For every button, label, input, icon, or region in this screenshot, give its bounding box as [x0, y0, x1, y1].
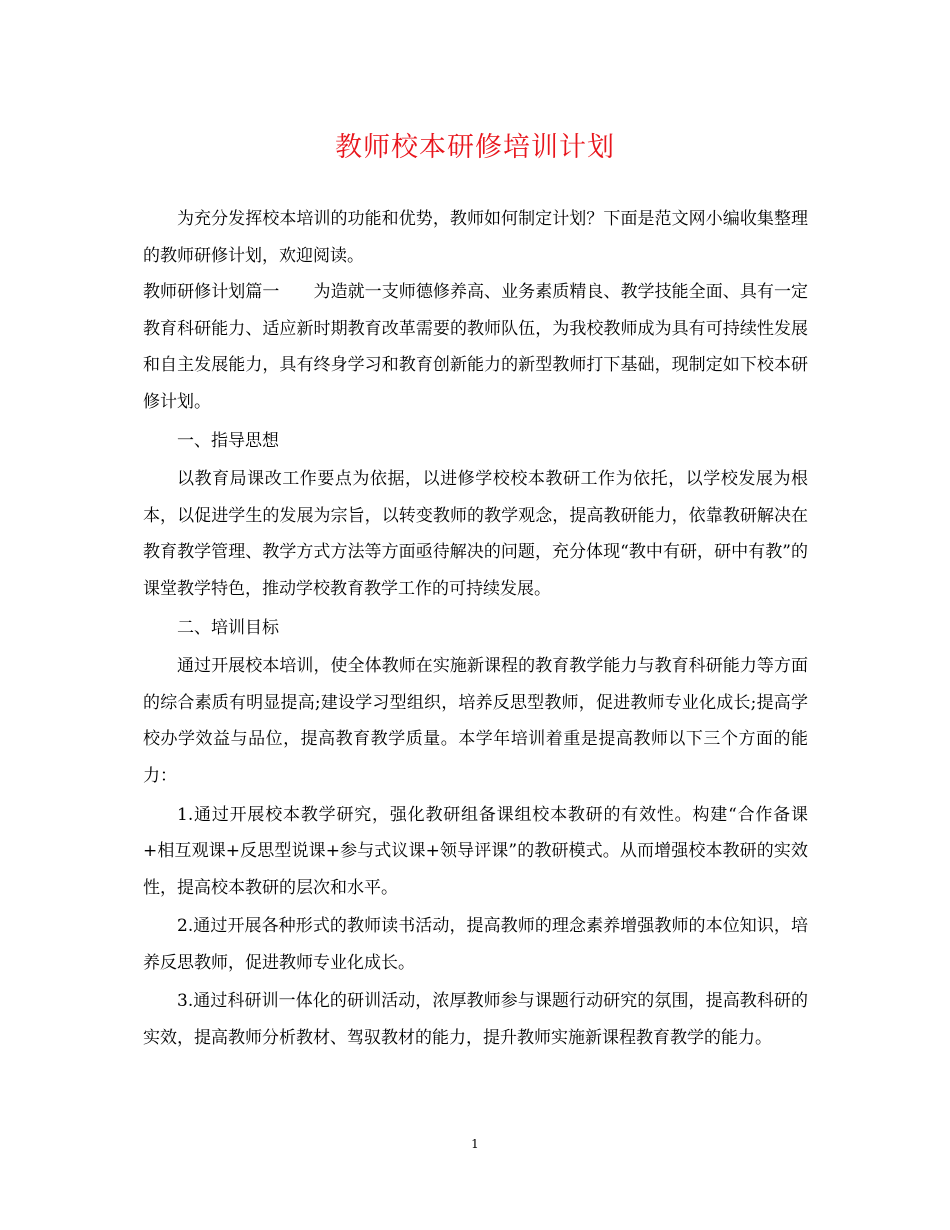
- section-heading-guiding-ideology: 一、指导思想: [177, 430, 279, 451]
- training-goals-paragraph: 通过开展校本培训，使全体教师在实施新课程的教育教学能力与教育科研能力等方面的综合素质有明显提高;建设学习型组织，培养反思型教师，促进教师专业化成长;提高学校办学效益与品位，提高教育教学质量。本学年培训着重是提高教师以下三个方面的能力：: [143, 656, 808, 786]
- guiding-ideology-paragraph: 以教育局课改工作要点为依据，以进修学校校本教研工作为依托，以学校发展为根本，以促进学生的发展为宗旨，以转变教师的教学观念，提高教研能力，依靠教研解决在教育教学管理、教学方式方法等方面亟待解决的问题，充分体现“教中有研，研中有教”的课堂教学特色，推动学校教育教学工作的可持续发展。: [143, 469, 808, 599]
- goal-item-3: 3.通过科研训一体化的研训活动，浓厚教师参与课题行动研究的氛围，提高教科研的实效，提高教师分析教材、驾驭教材的能力，提升教师实施新课程教育教学的能力。: [143, 991, 808, 1049]
- page-number: 1: [471, 1137, 479, 1151]
- goal-item-2: 2.通过开展各种形式的教师读书活动，提高教师的理念素养增强教师的本位知识，培养反思教师，促进教师专业化成长。: [143, 916, 808, 973]
- section-heading-training-goals: 二、培训目标: [177, 617, 279, 638]
- document-body: [143, 201, 808, 1057]
- plan-one-paragraph: 教师研修计划篇一 为造就一支师德修养高、业务素质精良、教学技能全面、具有一定教育科研能力、适应新时期教育改革需要的教师队伍，为我校教师成为具有可持续性发展和自主发展能力，具有终身学习和教育创新能力的新型教师打下基础，现制定如下校本研修计划。: [143, 282, 808, 412]
- intro-paragraph: 为充分发挥校本培训的功能和优势，教师如何制定计划？下面是范文网小编收集整理的教师研修计划，欢迎阅读。: [143, 209, 808, 266]
- goal-item-1: 1.通过开展校本教学研究，强化教研组备课组校本教研的有效性。构建“合作备课+相互观课+反思型说课+参与式议课+领导评课”的教研模式。从而增强校本教研的实效性，提高校本教研的层次和水平。: [143, 804, 808, 898]
- document-title: 教师校本研修培训计划: [335, 132, 615, 163]
